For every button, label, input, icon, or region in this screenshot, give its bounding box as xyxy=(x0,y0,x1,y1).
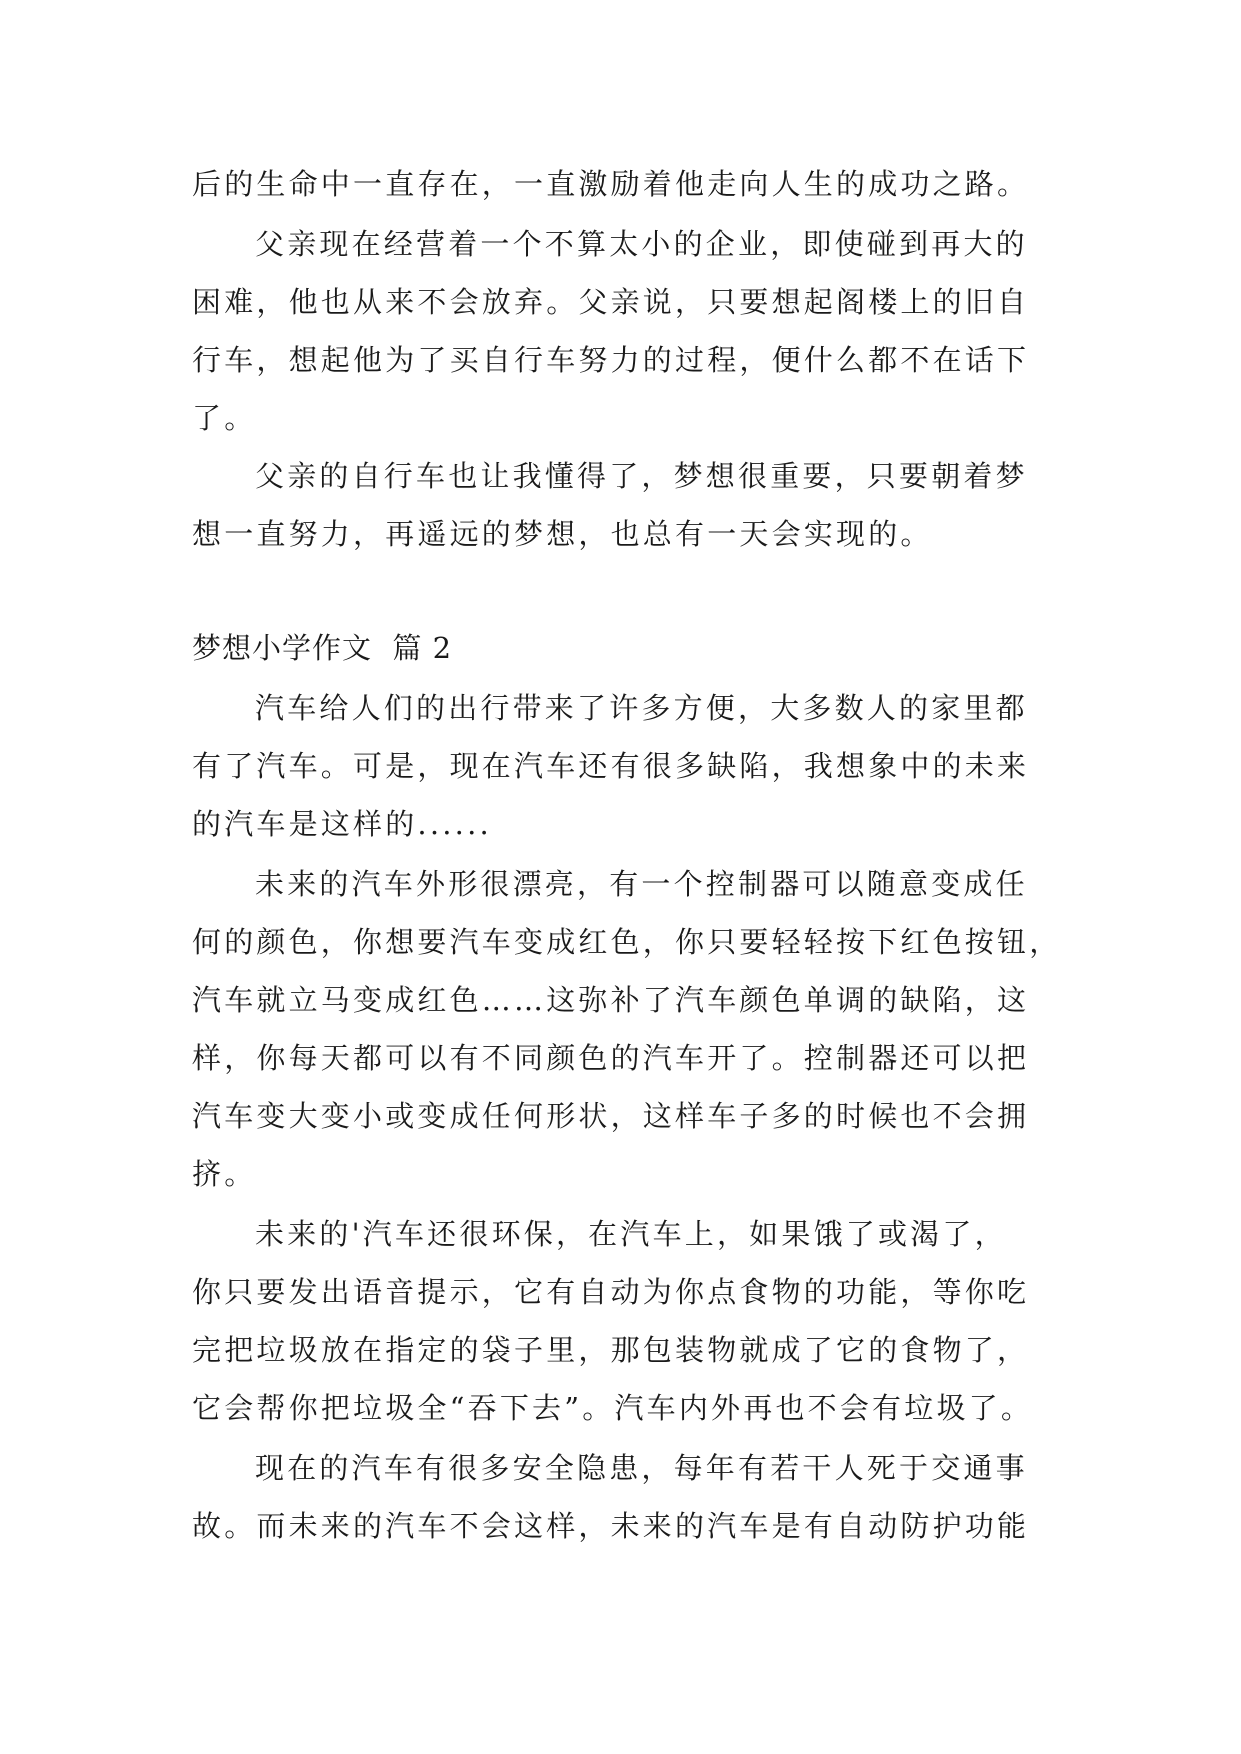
text-line: 样，你每天都可以有不同颜色的汽车开了。控制器还可以把 xyxy=(192,1041,1030,1075)
text-line: 父亲现在经营着一个不算太小的企业，即使碰到再大的 xyxy=(255,227,1028,261)
text-line: 汽车变大变小或变成任何形状，这样车子多的时候也不会拥 xyxy=(192,1099,1030,1133)
text-line: 困难，他也从来不会放弃。父亲说，只要想起阁楼上的旧自 xyxy=(192,285,1030,319)
text-line: 现在的汽车有很多安全隐患，每年有若干人死于交通事 xyxy=(255,1451,1028,1485)
text-line: 有了汽车。可是，现在汽车还有很多缺陷，我想象中的未来 xyxy=(192,749,1030,783)
text-line: 行车，想起他为了买自行车努力的过程，便什么都不在话下 xyxy=(192,343,1030,377)
text-line: 完把垃圾放在指定的袋子里，那包装物就成了它的食物了， xyxy=(192,1333,1030,1367)
text-line: 它会帮你把垃圾全“吞下去”。汽车内外再也不会有垃圾了。 xyxy=(192,1391,1034,1425)
text-line: 汽车给人们的出行带来了许多方便，大多数人的家里都 xyxy=(255,691,1028,725)
text-line: 的汽车是这样的...... xyxy=(192,807,492,841)
text-line: 未来的'汽车还很环保，在汽车上，如果饿了或渴了， xyxy=(255,1217,1007,1251)
text-line: 挤。 xyxy=(192,1157,257,1191)
text-line: 汽车就立马变成红色……这弥补了汽车颜色单调的缺陷，这 xyxy=(192,983,1030,1017)
text-line: 何的颜色，你想要汽车变成红色，你只要轻轻按下红色按钮， xyxy=(192,925,1062,959)
text-line: 未来的汽车外形很漂亮，有一个控制器可以随意变成任 xyxy=(255,867,1028,901)
text-line: 故。而未来的汽车不会这样，未来的汽车是有自动防护功能 xyxy=(192,1509,1030,1543)
text-line: 了。 xyxy=(192,401,257,435)
text-line: 后的生命中一直存在，一直激励着他走向人生的成功之路。 xyxy=(192,167,1030,201)
text-line: 你只要发出语音提示，它有自动为你点食物的功能，等你吃 xyxy=(192,1275,1030,1309)
text-line: 父亲的自行车也让我懂得了，梦想很重要，只要朝着梦 xyxy=(255,459,1028,493)
text-line: 想一直努力，再遥远的梦想，也总有一天会实现的。 xyxy=(192,517,933,551)
section-heading: 梦想小学作文 篇 2 xyxy=(192,631,453,665)
